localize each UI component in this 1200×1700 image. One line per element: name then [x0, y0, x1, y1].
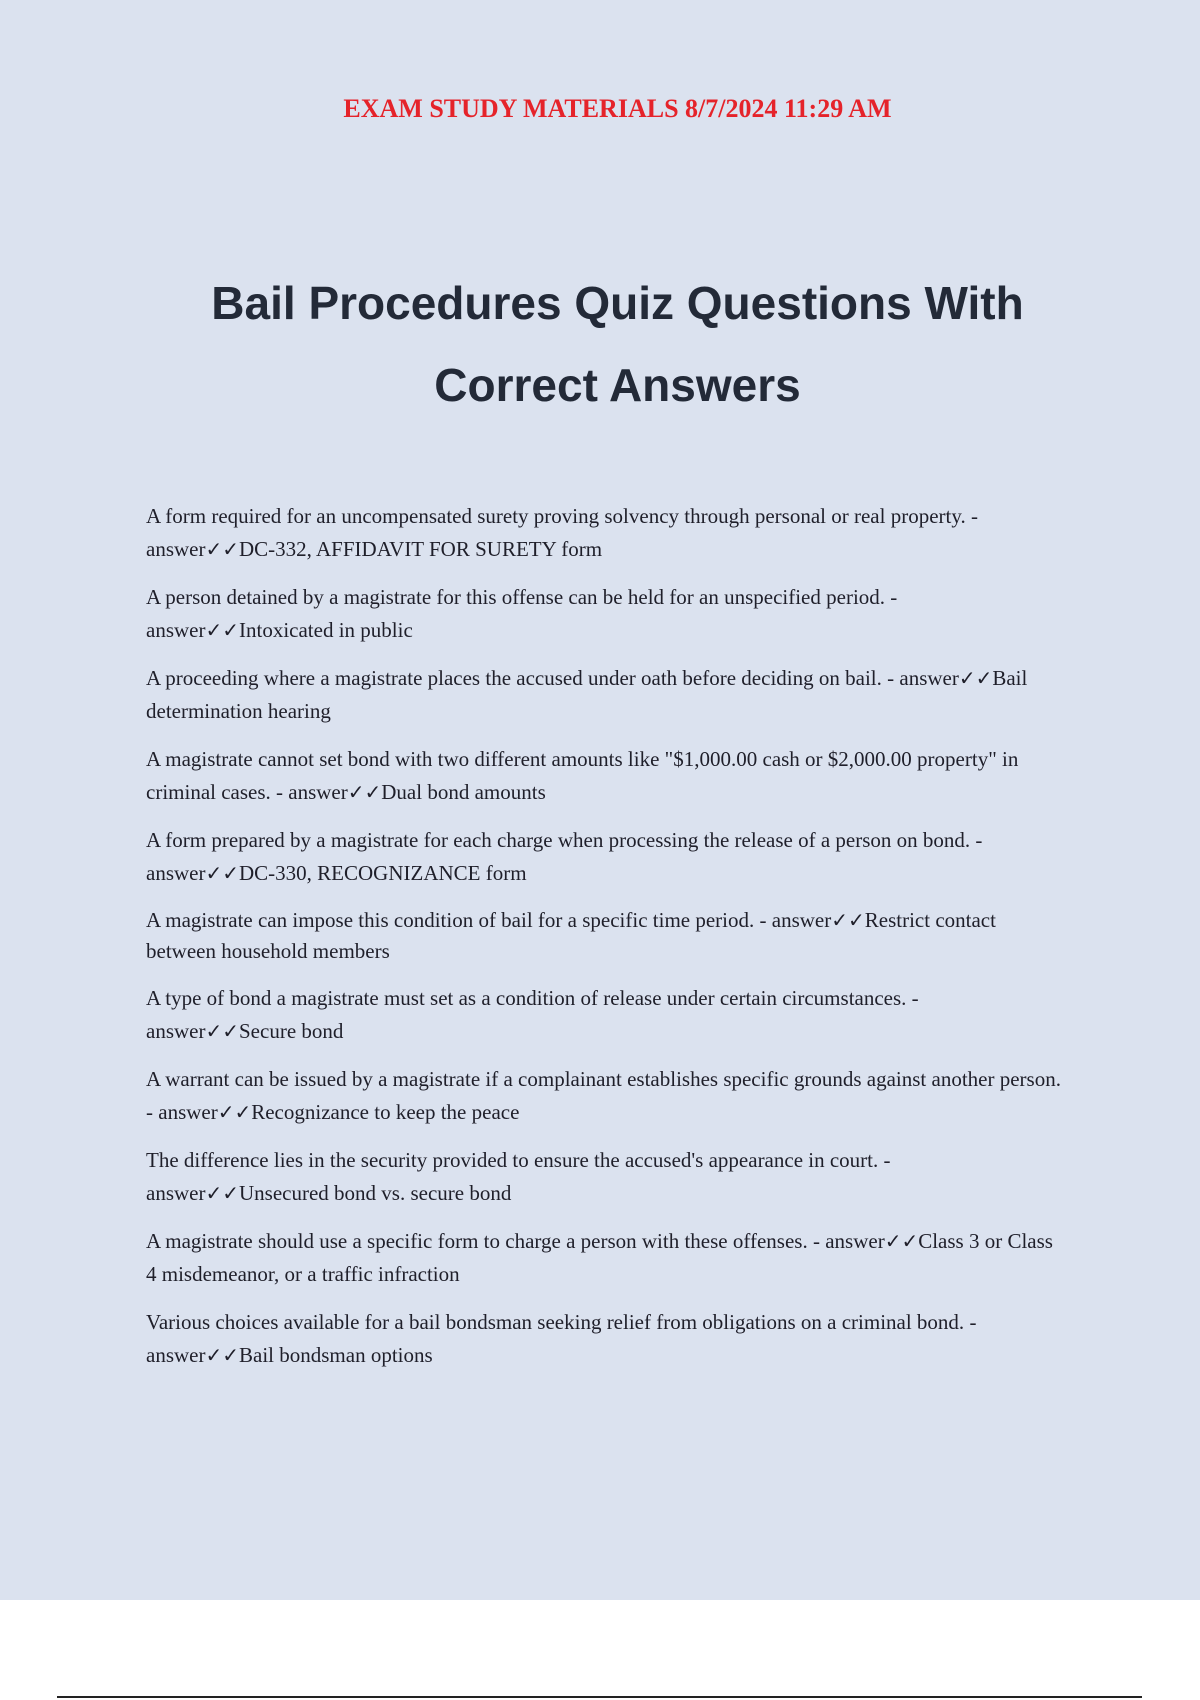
qa-item-7	[146, 982, 1061, 1048]
qa-item-9	[146, 1144, 1061, 1210]
answer-text: Unsecured bond vs. secure bond	[239, 1181, 512, 1205]
answer-separator: - answer	[881, 666, 959, 690]
answer-separator: - answer	[146, 504, 978, 561]
document-title	[150, 262, 1085, 426]
double-check-icon: ✓✓	[205, 537, 239, 561]
answer-text: Dual bond amounts	[381, 780, 546, 804]
answer-separator: - answer	[146, 585, 898, 642]
double-check-icon: ✓✓	[205, 1019, 239, 1043]
answer-text: Bail bondsman options	[239, 1343, 433, 1367]
qa-item-4	[146, 743, 1061, 809]
qa-item-5	[146, 824, 1061, 890]
answer-separator: - answer	[146, 986, 919, 1043]
answer-separator: - answer	[270, 780, 348, 804]
document-title-line-2: Correct Answers	[434, 359, 801, 411]
answer-text: Intoxicated in public	[239, 618, 413, 642]
question-text: A type of bond a magistrate must set as a condition of release under certain circumstances.	[146, 986, 907, 1010]
question-text: The difference lies in the security provided to ensure the accused's appearance in court.	[146, 1148, 879, 1172]
answer-separator: - answer	[146, 828, 983, 885]
double-check-icon: ✓✓	[205, 1343, 239, 1367]
footer-divider	[57, 1696, 1142, 1698]
question-text: A magistrate can impose this condition of bail for a specific time period.	[146, 908, 755, 932]
question-text: A proceeding where a magistrate places the accused under oath before deciding on bail.	[146, 666, 882, 690]
qa-item-10	[146, 1225, 1061, 1291]
qa-item-3	[146, 662, 1061, 728]
answer-text: Class 3 or Class 4 misdemeanor, or a traffic infraction	[146, 1229, 1053, 1286]
qa-item-6	[146, 905, 1061, 967]
answer-separator: - answer	[754, 908, 832, 932]
question-answer-list	[146, 500, 1061, 1387]
question-text: A form prepared by a magistrate for each charge when processing the release of a person on bond.	[146, 828, 971, 852]
answer-separator: - answer	[146, 1148, 891, 1205]
answer-separator: - answer	[146, 1310, 977, 1367]
qa-item-2	[146, 581, 1061, 647]
answer-text: Secure bond	[239, 1019, 344, 1043]
question-text: A warrant can be issued by a magistrate if a complainant establishes specific grounds against another person.	[146, 1067, 1061, 1091]
document-title-line-1: Bail Procedures Quiz Questions With	[211, 277, 1024, 329]
double-check-icon: ✓✓	[831, 908, 865, 932]
question-text: A magistrate cannot set bond with two different amounts like "$1,000.00 cash or $2,000.00 property" in criminal cases.	[146, 747, 1019, 804]
qa-item-8	[146, 1063, 1061, 1129]
qa-item-1	[146, 500, 1061, 566]
double-check-icon: ✓✓	[347, 780, 382, 804]
double-check-icon: ✓✓	[884, 1229, 919, 1253]
double-check-icon: ✓✓	[205, 618, 239, 642]
double-check-icon: ✓✓	[958, 666, 993, 690]
question-text: A form required for an uncompensated surety proving solvency through personal or real property.	[146, 504, 966, 528]
answer-text: Recognizance to keep the peace	[251, 1100, 520, 1124]
double-check-icon: ✓✓	[217, 1100, 252, 1124]
qa-item-11	[146, 1306, 1061, 1372]
answer-separator: - answer	[146, 1100, 218, 1124]
double-check-icon: ✓✓	[205, 861, 239, 885]
answer-text: Restrict contact between household members	[146, 908, 996, 963]
question-text: Various choices available for a bail bondsman seeking relief from obligations on a criminal bond.	[146, 1310, 965, 1334]
question-text: A person detained by a magistrate for this offense can be held for an unspecified period.	[146, 585, 886, 609]
answer-text: DC-332, AFFIDAVIT FOR SURETY form	[239, 537, 603, 561]
answer-separator: - answer	[807, 1229, 885, 1253]
answer-text: DC-330, RECOGNIZANCE form	[239, 861, 527, 885]
exam-stamp-header: EXAM STUDY MATERIALS 8/7/2024 11:29 AM	[343, 94, 892, 123]
answer-text: Bail determination hearing	[146, 666, 1028, 723]
question-text: A magistrate should use a specific form to charge a person with these offenses.	[146, 1229, 808, 1253]
double-check-icon: ✓✓	[205, 1181, 239, 1205]
